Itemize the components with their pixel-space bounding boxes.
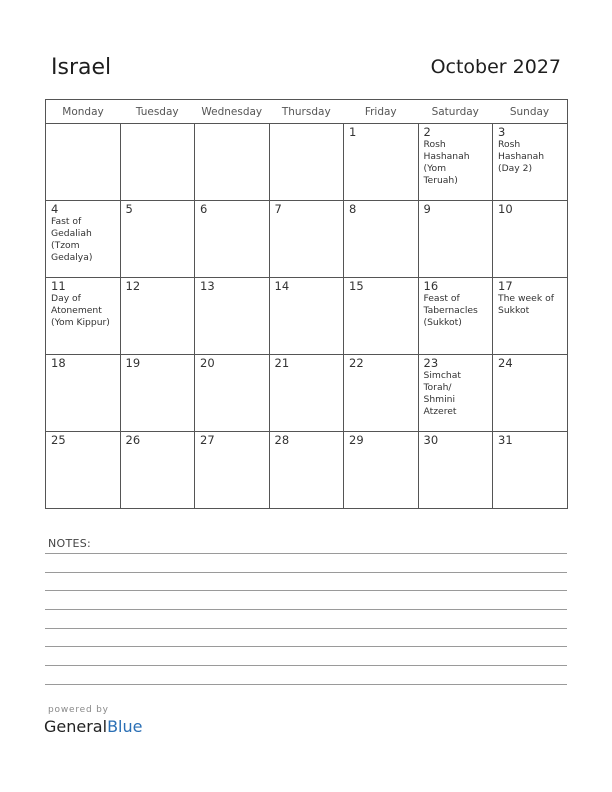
day-cell-content bbox=[195, 432, 269, 447]
notes-line bbox=[45, 553, 567, 554]
calendar-day-cell bbox=[120, 124, 195, 201]
day-number: 19 bbox=[125, 356, 141, 370]
day-cell-content bbox=[419, 124, 493, 187]
notes-line bbox=[45, 609, 567, 610]
calendar-day-cell bbox=[344, 432, 419, 509]
calendar-day-cell bbox=[195, 432, 270, 509]
month-year-title: October 2027 bbox=[430, 56, 561, 78]
day-number: 10 bbox=[498, 202, 513, 216]
day-cell-content bbox=[493, 278, 567, 317]
day-cell-content bbox=[121, 278, 195, 293]
calendar-day-cell bbox=[195, 355, 270, 432]
notes-label: NOTES: bbox=[48, 537, 92, 550]
calendar-day-cell bbox=[120, 355, 195, 432]
day-number: 16 bbox=[423, 279, 439, 293]
day-number: 25 bbox=[51, 433, 66, 447]
calendar-day-cell bbox=[269, 355, 344, 432]
calendar-day-cell bbox=[344, 278, 419, 355]
brand-logo bbox=[44, 717, 142, 736]
calendar-day-cell bbox=[418, 278, 493, 355]
day-cell-content bbox=[344, 278, 418, 293]
day-number: 18 bbox=[51, 356, 66, 370]
brand-part-general: General bbox=[44, 717, 108, 736]
notes-line bbox=[45, 684, 567, 685]
weekday-tuesday: Tuesday bbox=[120, 100, 195, 124]
day-cell-content bbox=[344, 355, 418, 370]
day-cell-content bbox=[419, 432, 493, 447]
holiday-label: Rosh Hashanah (Yom Teruah) bbox=[423, 139, 470, 186]
calendar-day-cell bbox=[195, 278, 270, 355]
day-number: 7 bbox=[274, 202, 282, 216]
day-number: 9 bbox=[423, 202, 431, 216]
notes-line bbox=[45, 590, 567, 591]
calendar-week-row bbox=[46, 278, 568, 355]
weekday-header-row bbox=[46, 100, 568, 124]
day-cell-content bbox=[46, 201, 120, 264]
calendar-day-cell bbox=[46, 355, 121, 432]
holiday-label: Fast of Gedaliah (Tzom Gedalya) bbox=[51, 216, 93, 263]
day-cell-content bbox=[195, 278, 269, 293]
calendar-day-cell bbox=[120, 432, 195, 509]
calendar-day-cell bbox=[344, 355, 419, 432]
calendar-day-cell bbox=[418, 432, 493, 509]
day-number: 2 bbox=[423, 125, 431, 139]
day-number: 1 bbox=[349, 125, 357, 139]
calendar-day-cell bbox=[46, 432, 121, 509]
weekday-sunday: Sunday bbox=[493, 100, 568, 124]
day-cell-content bbox=[419, 278, 493, 329]
day-number: 29 bbox=[349, 433, 364, 447]
day-cell-content bbox=[195, 355, 269, 370]
calendar-day-cell bbox=[120, 278, 195, 355]
notes-line bbox=[45, 646, 567, 647]
notes-line bbox=[45, 628, 567, 629]
day-cell-content bbox=[195, 201, 269, 216]
day-number: 28 bbox=[274, 433, 290, 447]
day-cell-content bbox=[121, 124, 195, 126]
calendar-day-cell bbox=[195, 124, 270, 201]
day-number: 3 bbox=[498, 125, 506, 139]
day-cell-content bbox=[344, 124, 418, 139]
holiday-label: Day of Atonement (Yom Kippur) bbox=[51, 293, 110, 328]
brand-part-blue: Blue bbox=[107, 717, 143, 736]
day-number: 22 bbox=[349, 356, 364, 370]
day-number: 6 bbox=[200, 202, 208, 216]
calendar-day-cell bbox=[344, 201, 419, 278]
day-cell-content bbox=[493, 201, 567, 216]
weekday-friday: Friday bbox=[344, 100, 419, 124]
day-number: 26 bbox=[125, 433, 141, 447]
holiday-label: Feast of Tabernacles (Sukkot) bbox=[423, 293, 478, 328]
calendar-day-cell bbox=[493, 278, 568, 355]
day-cell-content bbox=[270, 432, 344, 447]
day-cell-content bbox=[270, 201, 344, 216]
calendar-day-cell bbox=[493, 124, 568, 201]
calendar-week-row bbox=[46, 201, 568, 278]
calendar-week-row bbox=[46, 355, 568, 432]
day-number: 27 bbox=[200, 433, 215, 447]
day-cell-content bbox=[195, 124, 269, 126]
day-number: 30 bbox=[423, 433, 439, 447]
calendar-day-cell bbox=[120, 201, 195, 278]
day-cell-content bbox=[419, 355, 493, 418]
calendar-body bbox=[46, 124, 568, 509]
calendar-day-cell bbox=[418, 124, 493, 201]
day-number: 8 bbox=[349, 202, 357, 216]
calendar-day-cell bbox=[493, 432, 568, 509]
day-cell-content bbox=[121, 432, 195, 447]
day-number: 13 bbox=[200, 279, 215, 293]
day-number: 14 bbox=[274, 279, 290, 293]
weekday-wednesday: Wednesday bbox=[195, 100, 270, 124]
day-cell-content bbox=[46, 355, 120, 370]
powered-by-text: powered by bbox=[48, 705, 109, 715]
day-cell-content bbox=[493, 124, 567, 175]
weekday-saturday: Saturday bbox=[418, 100, 493, 124]
day-number: 11 bbox=[51, 279, 66, 293]
calendar-day-cell bbox=[46, 278, 121, 355]
calendar-day-cell bbox=[493, 355, 568, 432]
notes-line bbox=[45, 572, 567, 573]
day-cell-content bbox=[419, 201, 493, 216]
holiday-label: The week of Sukkot bbox=[498, 293, 554, 316]
day-cell-content bbox=[344, 201, 418, 216]
day-number: 12 bbox=[125, 279, 141, 293]
notes-line bbox=[45, 665, 567, 666]
day-cell-content bbox=[493, 355, 567, 370]
day-number: 4 bbox=[51, 202, 59, 216]
day-number: 20 bbox=[200, 356, 215, 370]
day-cell-content bbox=[270, 124, 344, 126]
day-cell-content bbox=[46, 432, 120, 447]
calendar-grid bbox=[45, 99, 568, 509]
day-cell-content bbox=[121, 201, 195, 216]
calendar-day-cell bbox=[344, 124, 419, 201]
day-cell-content bbox=[270, 278, 344, 293]
day-number: 31 bbox=[498, 433, 513, 447]
calendar-day-cell bbox=[418, 355, 493, 432]
day-cell-content bbox=[46, 124, 120, 126]
day-number: 17 bbox=[498, 279, 513, 293]
calendar-day-cell bbox=[269, 278, 344, 355]
day-cell-content bbox=[46, 278, 120, 329]
calendar-day-cell bbox=[269, 432, 344, 509]
day-number: 24 bbox=[498, 356, 513, 370]
country-title: Israel bbox=[51, 55, 112, 80]
day-number: 23 bbox=[423, 356, 439, 370]
holiday-label: Rosh Hashanah (Day 2) bbox=[498, 139, 545, 174]
day-number: 15 bbox=[349, 279, 364, 293]
day-cell-content bbox=[270, 355, 344, 370]
calendar-week-row bbox=[46, 124, 568, 201]
calendar-day-cell bbox=[195, 201, 270, 278]
day-cell-content bbox=[493, 432, 567, 447]
weekday-thursday: Thursday bbox=[269, 100, 344, 124]
calendar-day-cell bbox=[493, 201, 568, 278]
day-number: 21 bbox=[274, 356, 290, 370]
calendar-day-cell bbox=[46, 124, 121, 201]
day-cell-content bbox=[121, 355, 195, 370]
calendar-day-cell bbox=[418, 201, 493, 278]
day-number: 5 bbox=[125, 202, 133, 216]
calendar-week-row bbox=[46, 432, 568, 509]
calendar-day-cell bbox=[269, 201, 344, 278]
calendar-day-cell bbox=[269, 124, 344, 201]
holiday-label: Simchat Torah/ Shmini Atzeret bbox=[423, 370, 461, 417]
day-cell-content bbox=[344, 432, 418, 447]
calendar-day-cell bbox=[46, 201, 121, 278]
weekday-monday: Monday bbox=[46, 100, 121, 124]
